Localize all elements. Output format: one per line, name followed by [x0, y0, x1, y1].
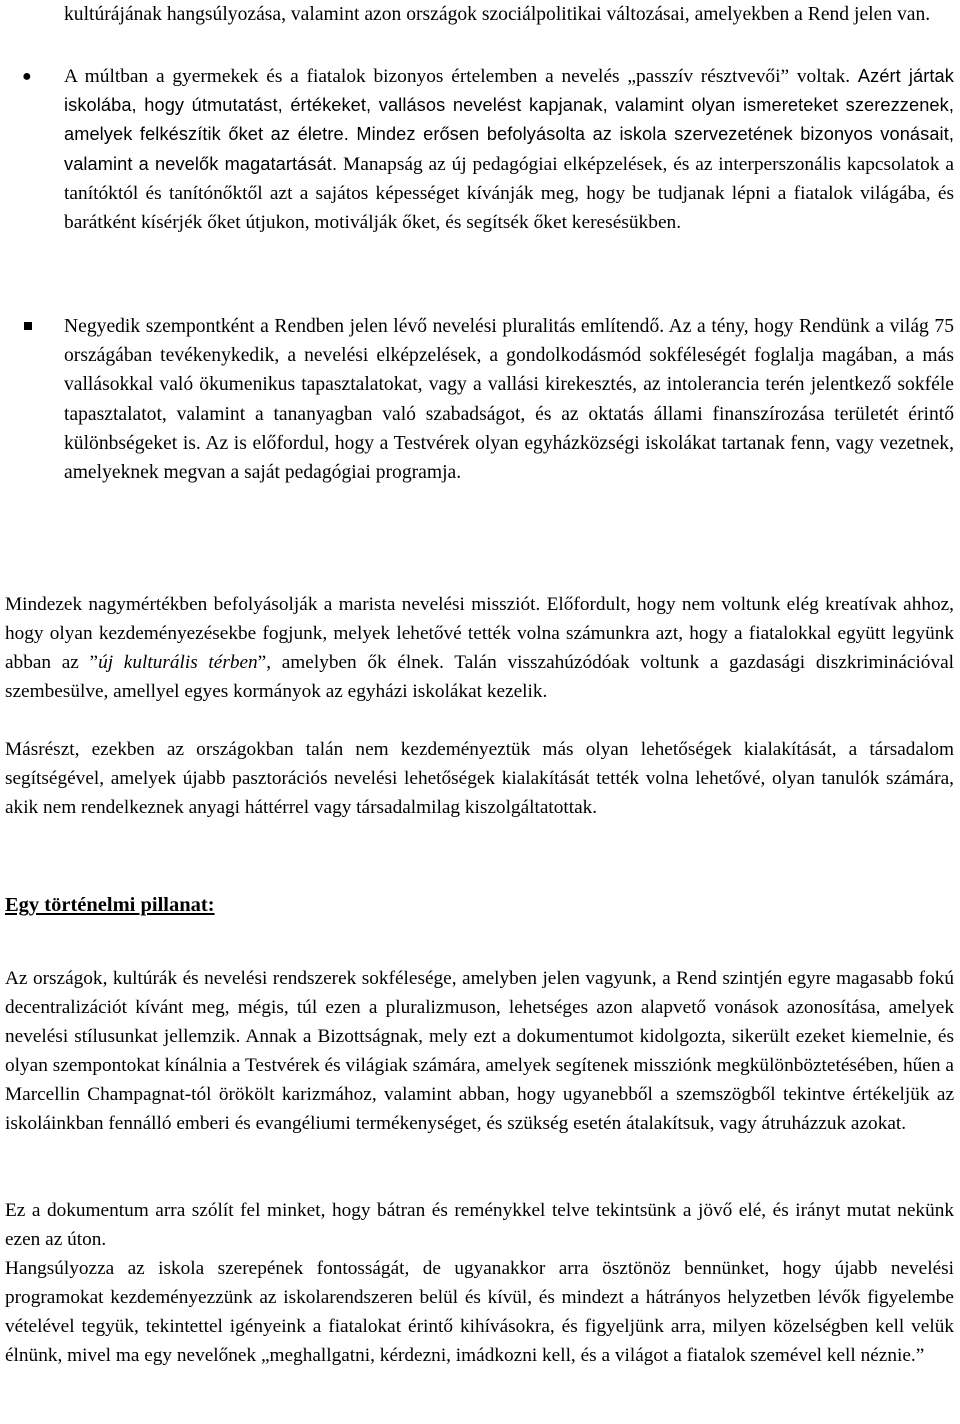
p2-text-after: ”, amelyben ők élnek. Talán visszahúzódóak voltunk a gazdasági diszkriminációval szembesülve, amellyel egyes kormányok az egyházi iskolákat kezelik. — [5, 652, 954, 703]
p2-text-before: Mindezek nagymértékben befolyásolják a marista nevelési missziót. Előfordult, hogy nem voltunk elég kreatívak ahhoz, hogy olyan kezdeményezésekbe fogjunk, melyek lehetővé tették volna számunkra azt, hogy a fiatalokkal együtt legyünk abban az ” — [5, 594, 954, 674]
bullet1-sentence-b: Azért jártak iskolába, hogy útmutatást, értékeket, vallásos nevelést kapjanak, valamint olyan ismereteket szerezzenek, amelyek felkészítik őket az életre. Mindez erősen befolyásolta az iskola szervezetének bizonyos vonásait, valamint a nevelők magatartását. — [64, 66, 954, 174]
paragraph-document-call: Ez a dokumentum arra szólít fel minket, hogy bátran és reménykkel telve tekintsünk a jövő elé, és irányt mutat nekünk ezen az úton. — [5, 1200, 954, 1251]
bullet-paragraph-passive-participants — [64, 62, 954, 237]
paragraph-school-role: Hangsúlyozza az iskola szerepének fontosságát, de ugyanakkor arra ösztönöz bennünket, hogy újabb nevelési programokat kezdeményezzünk az iskolarendszeren belül és kívül, és mindezt a hátrányos helyzetben lévők figyelembe vételével tegyük, tekintettel igényeink a fiatalokat érintő kihívásokra, és figyeljünk arra, milyen közelségben kell velük élnünk, mivel ma egy nevelőnek „meghallgatni, kérdezni, imádkozni kell, és a világot a fiatalok szemével kell néznie.” — [5, 1258, 954, 1367]
paragraph-diversity: Az országok, kultúrák és nevelési rendszerek sokfélesége, amelyben jelen vagyunk, a Rend szintjén egyre magasabb fokú decentralizációt kívánt meg, mégis, túl ezen a pluralizmuson, lehetséges azon alapvető vonások azonosítása, amelyek nevelési stílusunkat jellemzik. Annak a Bizottságnak, mely ezt a dokumentumot kidolgozta, sikerült ezeket kiemelnie, és olyan szempontokat kínálnia a Testvérek és világiak számára, amelyek segítenek missziónk megkülönböztetésében, hűen a Marcellin Champagnat-tól örökölt karizmához, valamint abban, hogy ugyanebből a szemszögből tekintve értékeljük az iskoláinkban fennálló emberi és evangéliumi termékenységet, és szükség esetén átalakítsuk, vagy átruházzuk azokat. — [5, 968, 954, 1135]
bullet1-sentence-c: Manapság az új pedagógiai elképzelések, és az interperszonális kapcsolatok a tanítóktól és tanítónőktől azt a sajátos képességet kívánják meg, hogy be tudjanak lépni a fiatalok világába, és barátként kísérjék őket útjukon, motiválják őket, és segítsék őket keresésükben. — [64, 153, 954, 234]
bullet1-sentence-a: A múltban a gyermekek és a fiatalok bizonyos értelemben a nevelés „passzív résztvevői” voltak. — [64, 66, 851, 87]
section-heading: Egy történelmi pillanat: — [5, 894, 215, 916]
paragraph-marist-mission — [5, 590, 954, 706]
paragraph-other-opportunities: Másrészt, ezekben az országokban talán nem kezdeményeztük más olyan lehetőségek kialakítását, a társadalom segítségével, amelyek újabb pasztorációs nevelési lehetőségek kialakítását tették volna lehetővé, olyan tanulók számára, akik nem rendelkeznek anyagi háttérrel vagy társadalmilag kiszolgáltatottak. — [5, 739, 954, 819]
paragraph-intro-continuation: kultúrájának hangsúlyozása, valamint azon országok szociálpolitikai változásai, amelyekben a Rend jelen van. — [64, 4, 931, 25]
square-bullet-icon — [24, 322, 32, 330]
round-bullet-icon: ● — [22, 68, 32, 85]
bullet-paragraph-pluralism: Negyedik szempontként a Rendben jelen lévő nevelési pluralitás említendő. Az a tény, hogy Rendünk a világ 75 országában tevékenykedik, a nevelési elképzelések, a gondolkodásmód sokféleségét foglalja magában, a más vallásokkal való ökumenikus tapasztalatokat, vagy a vallási kirekesztés, az intolerancia terén jelentkező sokféle tapasztalatot, valamint a tananyagban való szabadságot, és az oktatás állami finanszírozása területét érintő különbségeket is. Az is előfordul, hogy a Testvérek olyan egyházközségi iskolákat tartanak fenn, vagy vezetnek, amelyeknek megvan a saját pedagógiai programja. — [64, 316, 954, 484]
p2-italic-phrase: új kulturális térben — [98, 652, 258, 674]
